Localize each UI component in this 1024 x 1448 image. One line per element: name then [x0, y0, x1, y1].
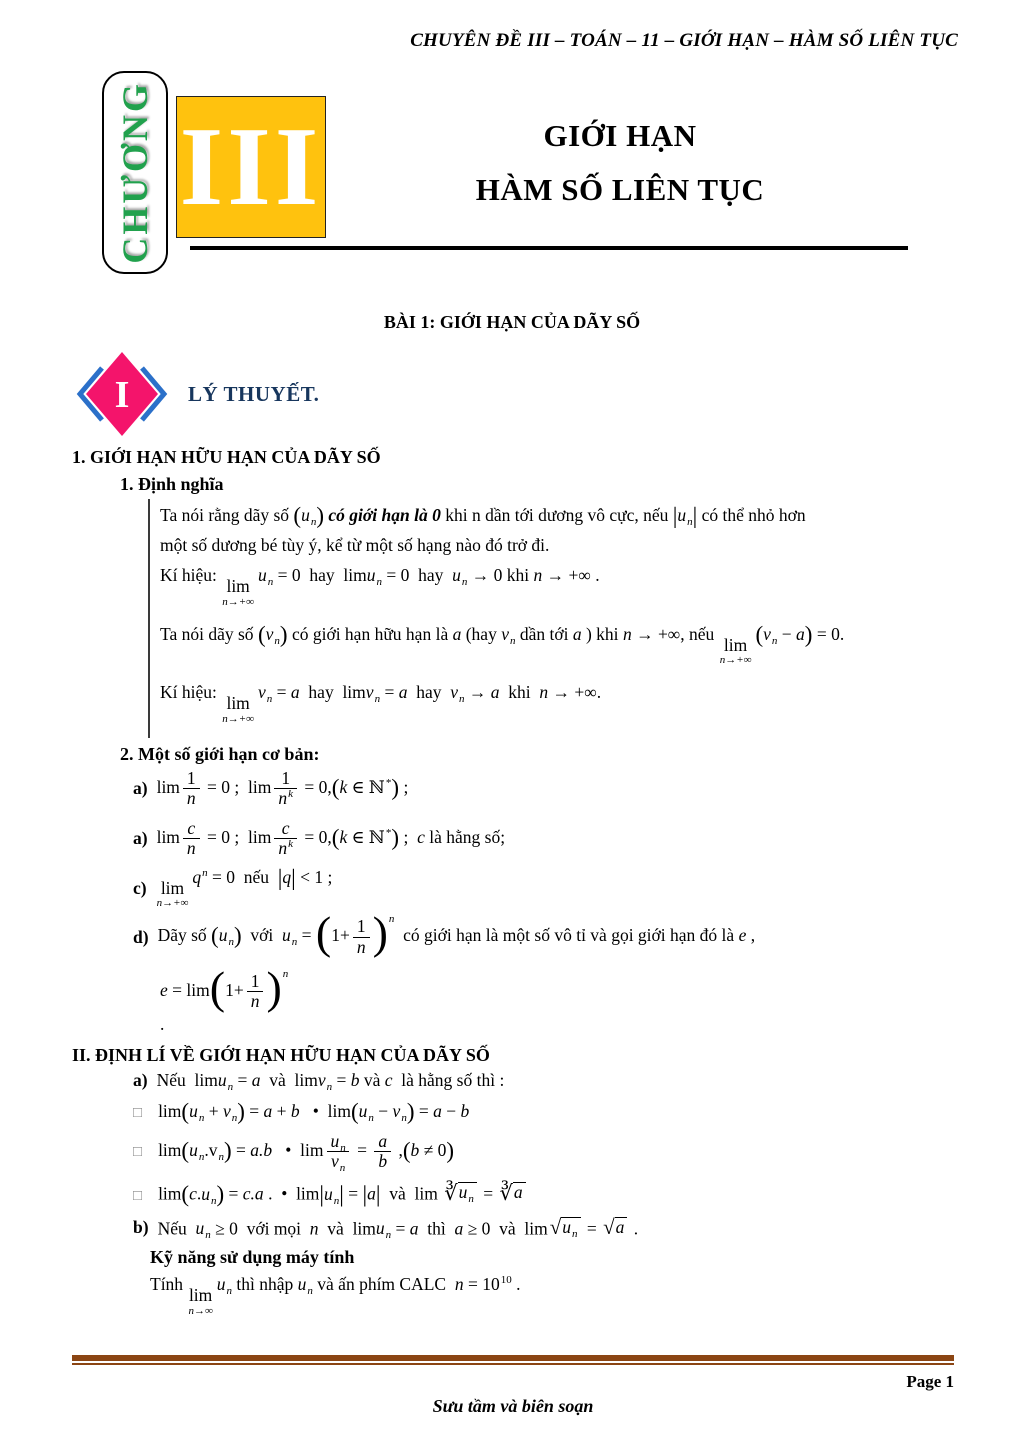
item-formula: lim n→+∞ $q^n = 0$ nếu |q| < 1 ;	[156, 864, 333, 910]
item-formula: Dãy số $(u_n)$ với $u_n = (1+$ $\frac{1}{n}$ )$^n$ có giới hạn là một số vô tỉ và gọi giới hạn đó là e ,	[157, 907, 756, 959]
theorem-bullet	[133, 1182, 1024, 1205]
item-formula: lim $\frac{c}{n}$ = 0 ; lim $\frac{c}{n^k}$ = 0,(k ∈ ℕ*) ; c là hằng số;	[156, 817, 506, 859]
section-1-heading: 1. GIỚI HẠN HỮU HẠN CỦA DÃY SỐ	[72, 447, 381, 467]
chapter-title-line1: GIỚI HẠN	[543, 118, 697, 153]
definition-line: Ta nói dãy số $(v_n)$ có giới hạn hữu hạn là a (hay $v_n$ dần tới a ) khi n → +∞, nếu lim n→+∞ $(v_n - a) = 0$.	[160, 621, 845, 666]
chapter-title-line2: HÀM SỐ LIÊN TỤC	[475, 172, 765, 207]
formula-period: .	[160, 1013, 165, 1034]
item-formula: Nếu $u_n \ge 0$ với mọi n và limu$_n$ = a thì a ≥ 0 và lim √ $u_n$ = √ a .	[157, 1215, 639, 1242]
definition-heading: 1. Định nghĩa	[120, 474, 224, 494]
theorem-bullet	[133, 1098, 1024, 1124]
bullet-formula: □ $\lim(u_n + v_n) = a + b$ • $\lim(u_n - v_n) = a - b$	[133, 1098, 470, 1124]
document-header: CHUYÊN ĐỀ III – TOÁN – 11 – GIỚI HẠN – HÀM SỐ LIÊN TỤC	[410, 30, 958, 51]
definition-line: một số dương bé tùy ý, kể từ một số hạng nào đó trở đi.	[160, 535, 550, 555]
chapter-banner	[0, 58, 1024, 298]
theory-badge-icon	[70, 351, 174, 437]
theory-badge-row	[70, 351, 1024, 437]
item-label: a)	[133, 828, 148, 849]
theorem-bullet	[133, 1130, 1024, 1175]
basic-limit-item	[133, 864, 1024, 910]
basic-limit-item	[133, 907, 1024, 959]
theorem-item-a	[133, 1070, 1024, 1091]
item-formula: Nếu limu$_n$ = a và limv$_n$ = b và c là hằng số thì :	[156, 1069, 505, 1093]
theory-badge-label: LÝ THUYẾT.	[188, 381, 320, 406]
calculator-skill-heading: Kỹ năng sử dụng máy tính	[150, 1247, 355, 1268]
calculator-skill-line: Tính lim n→∞ $u_n$ thì nhập $u_n$ và ấn phím CALC $n = 10^{10}$ .	[150, 1274, 521, 1317]
basic-limits-heading: 2. Một số giới hạn cơ bản:	[120, 743, 320, 764]
footer-credit: Sưu tầm và biên soạn	[432, 1396, 594, 1416]
banner-divider	[190, 246, 908, 250]
chapter-number-box	[176, 96, 326, 238]
definition-line: Ta nói rằng dãy số $(u_n)$ có giới hạn là 0 khi n dần tới dương vô cực, nếu $|u_n|$ có thể nhỏ hơn	[160, 503, 806, 528]
chapter-numeral: III	[179, 105, 323, 229]
page-footer	[72, 1355, 954, 1417]
section-2-heading: II. ĐỊNH LÍ VỀ GIỚI HẠN HỮU HẠN CỦA DÃY SỐ	[72, 1044, 490, 1065]
page-number: Page 1	[906, 1372, 954, 1391]
definition-line: Kí hiệu: lim n→+∞ $u_n = 0$ hay limu$_n$ = 0 hay $u_n \to 0$ khi n → +∞ .	[160, 565, 600, 608]
e-formula: e = lim(1+ $\frac{1}{n}$ )$^n$	[160, 961, 289, 1013]
item-label: c)	[133, 877, 147, 898]
bullet-formula: □ $\lim(u_n.v_n) = a.b$ • lim $\frac{u_n}{v_n}$ = $\frac{a}{b}$ ,(b ≠ 0)	[133, 1130, 455, 1175]
chapter-pill	[102, 71, 168, 274]
basic-limit-item	[133, 819, 1024, 859]
item-label: d)	[133, 926, 149, 947]
item-formula: lim $\frac{1}{n}$ = 0 ; lim $\frac{1}{n^k}$ = 0,(k ∈ ℕ*) ;	[156, 767, 409, 809]
footer-rule-thin	[72, 1363, 954, 1365]
footer-rule-thick	[72, 1355, 954, 1361]
chapter-title	[320, 118, 920, 208]
chapter-label: CHƯƠNG	[115, 81, 155, 264]
item-label: a)	[133, 778, 148, 799]
bullet-formula: □ $\lim(c.u_n) = c.a$ . • $\lim|u_n| = |a|$ và lim ∛ $u_n$ = ∛ a	[133, 1182, 528, 1205]
item-label: b)	[133, 1217, 149, 1238]
lesson-title: BÀI 1: GIỚI HẠN CỦA DÃY SỐ	[383, 312, 641, 332]
definition-block	[148, 499, 964, 738]
basic-limit-item	[133, 769, 1024, 809]
theorem-item-b	[133, 1217, 1024, 1240]
item-label: a)	[133, 1069, 148, 1090]
badge-numeral: I	[114, 374, 130, 416]
definition-line: Kí hiệu: lim n→+∞ $v_n = a$ hay limv$_n$ = a hay $v_n \to a$ khi n → +∞.	[160, 682, 602, 725]
